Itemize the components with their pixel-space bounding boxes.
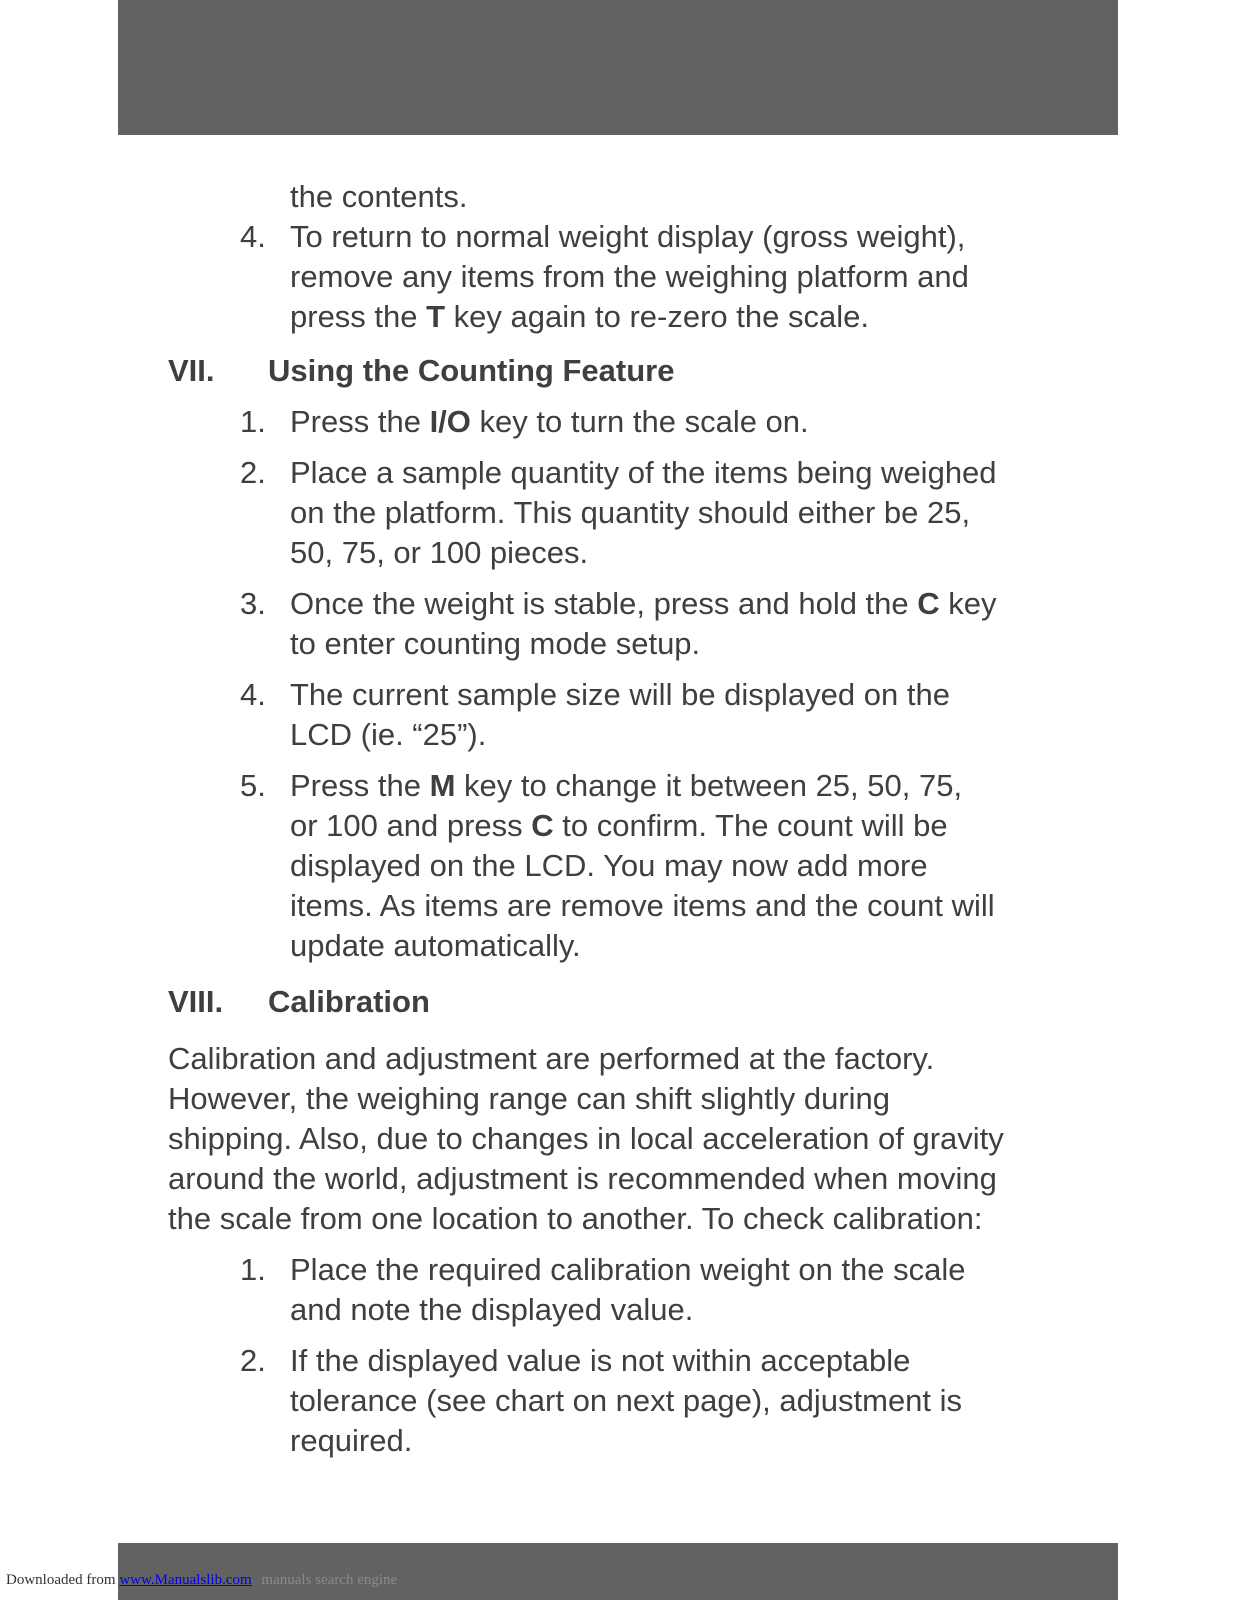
list-item-text: on the platform. This quantity should either be 25, — [290, 495, 971, 530]
paragraph-line: However, the weighing range can shift slightly during — [168, 1081, 891, 1116]
list-number: 4. — [240, 219, 266, 254]
paragraph-line: shipping. Also, due to changes in local acceleration of gravity — [168, 1121, 1004, 1156]
list-item-text: and note the displayed value. — [290, 1292, 694, 1327]
list-item-text: 50, 75, or 100 pieces. — [290, 535, 589, 570]
list-item-text: or 100 and press C to confirm. The count will be — [290, 808, 948, 843]
list-item-text: required. — [290, 1423, 413, 1458]
list-item-text: Place the required calibration weight on the scale — [290, 1252, 966, 1287]
list-item-text: LCD (ie. “25”). — [290, 717, 487, 752]
key-label: T — [426, 299, 446, 334]
footer-suffix: manuals search engine — [261, 1572, 398, 1588]
section-title: Using the Counting Feature — [268, 353, 675, 388]
download-footer — [6, 1572, 397, 1589]
list-item-text: press the T key again to re-zero the scale. — [290, 299, 869, 334]
list-item-text: to enter counting mode setup. — [290, 626, 701, 661]
list-item-text: displayed on the LCD. You may now add more — [290, 848, 928, 883]
list-number: 5. — [240, 768, 266, 803]
list-number: 1. — [240, 1252, 266, 1287]
continued-text: the contents. — [290, 179, 468, 214]
section-title: Calibration — [268, 984, 430, 1019]
paragraph-line: the scale from one location to another. To check calibration: — [168, 1201, 983, 1236]
list-item-text: update automatically. — [290, 928, 581, 963]
list-number: 3. — [240, 586, 266, 621]
list-item-text: The current sample size will be displayed on the — [290, 677, 950, 712]
key-label: I/O — [429, 404, 471, 439]
paragraph-line: around the world, adjustment is recommended when moving — [168, 1161, 997, 1196]
footer-prefix: Downloaded from — [6, 1572, 116, 1588]
list-number: 2. — [240, 455, 266, 490]
section-number: VII. — [168, 353, 215, 388]
list-item-text: items. As items are remove items and the count will — [290, 888, 995, 923]
list-item-text: If the displayed value is not within acceptable — [290, 1343, 911, 1378]
key-label: C — [531, 808, 554, 843]
list-item-text: Press the M key to change it between 25, 50, 75, — [290, 768, 963, 803]
manualslib-link[interactable]: www.Manualslib.com — [119, 1572, 252, 1588]
list-item-text: To return to normal weight display (gross weight), — [290, 219, 966, 254]
paragraph-line: Calibration and adjustment are performed at the factory. — [168, 1041, 935, 1076]
header-bar — [118, 0, 1118, 135]
list-item-text: Once the weight is stable, press and hold the C key — [290, 586, 997, 621]
key-label: C — [917, 586, 940, 621]
list-item-text: Press the I/O key to turn the scale on. — [290, 404, 809, 439]
list-item-text: tolerance (see chart on next page), adjustment is — [290, 1383, 963, 1418]
list-number: 4. — [240, 677, 266, 712]
list-item-text: remove any items from the weighing platform and — [290, 259, 969, 294]
list-number: 2. — [240, 1343, 266, 1378]
section-number: VIII. — [168, 984, 224, 1019]
key-label: M — [429, 768, 456, 803]
list-item-text: Place a sample quantity of the items being weighed — [290, 455, 997, 490]
list-number: 1. — [240, 404, 266, 439]
